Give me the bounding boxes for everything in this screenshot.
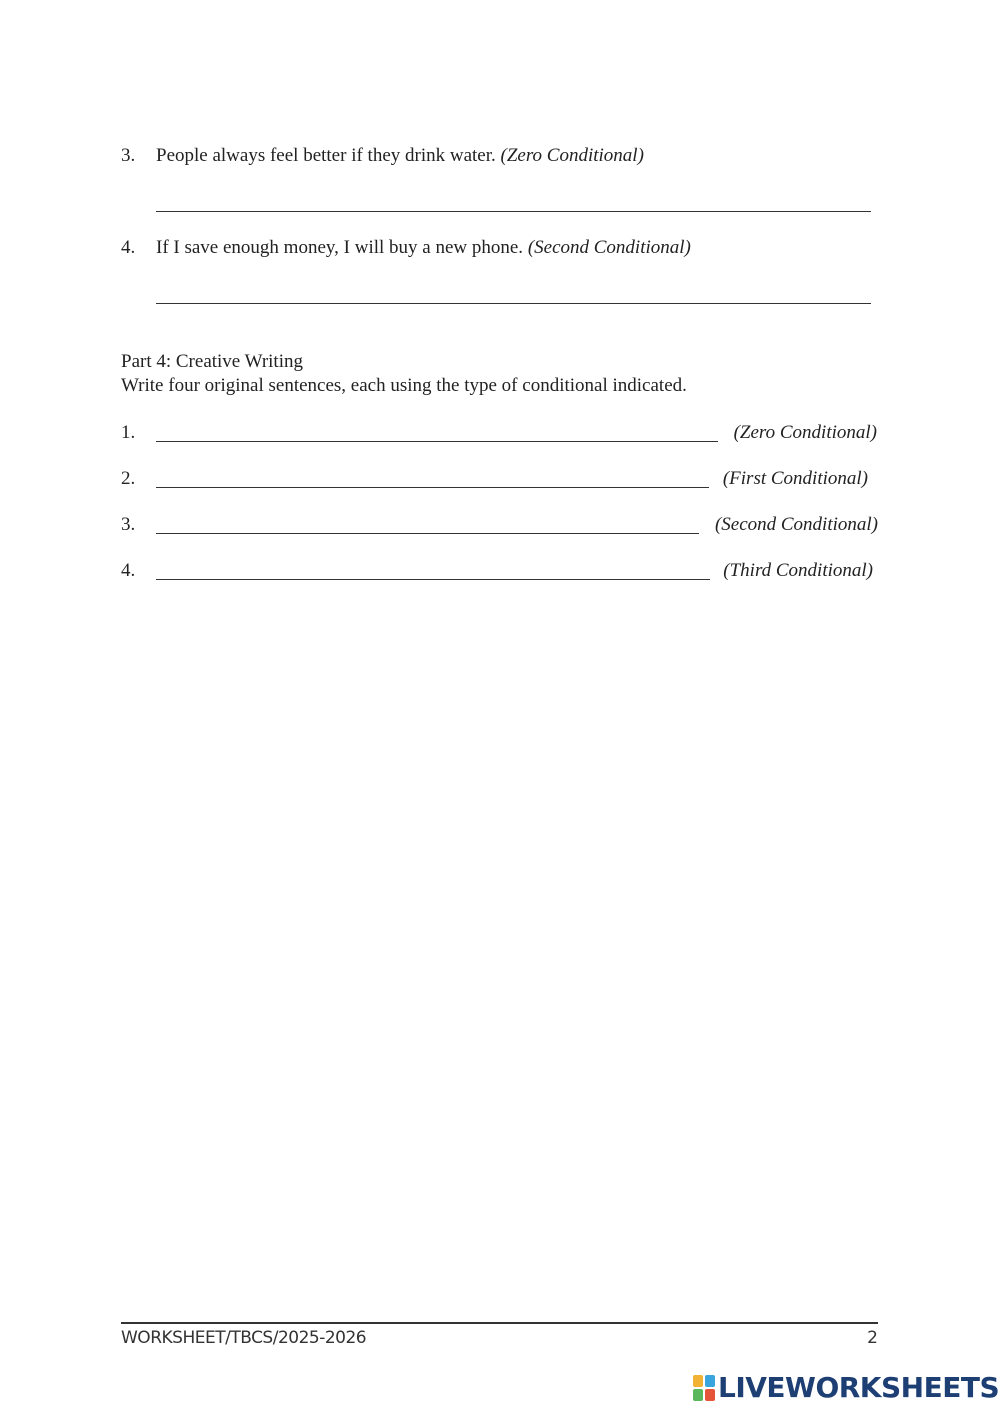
sentence-text: If I save enough money, I will buy a new phone. bbox=[156, 237, 524, 258]
conditional-type: (Zero Conditional) bbox=[733, 422, 877, 443]
conditional-type: (Third Conditional) bbox=[723, 560, 873, 581]
answer-line[interactable] bbox=[156, 211, 871, 212]
page-number: 2 bbox=[867, 1328, 878, 1348]
item-sentence bbox=[156, 237, 691, 259]
footer-code: WORKSHEET/TBCS/2025-2026 bbox=[121, 1328, 367, 1348]
part4-heading: Part 4: Creative Writing bbox=[121, 351, 303, 372]
part4-instruction: Write four original sentences, each using the type of conditional indicated. bbox=[121, 375, 687, 396]
liveworksheets-logo[interactable] bbox=[693, 1371, 999, 1405]
conditional-type: (Second Conditional) bbox=[714, 514, 878, 535]
answer-line[interactable] bbox=[156, 303, 871, 304]
answer-line[interactable] bbox=[156, 441, 718, 442]
answer-line[interactable] bbox=[156, 533, 699, 534]
answer-line[interactable] bbox=[156, 487, 709, 488]
conditional-type: (Zero Conditional) bbox=[500, 145, 644, 166]
item-sentence bbox=[156, 145, 644, 167]
item-number: 1. bbox=[121, 422, 136, 443]
item-number: 3. bbox=[121, 145, 136, 166]
item-number: 2. bbox=[121, 468, 136, 489]
answer-line[interactable] bbox=[156, 579, 710, 580]
liveworksheets-logo-icon bbox=[693, 1375, 715, 1401]
conditional-type: (Second Conditional) bbox=[527, 237, 691, 258]
brand-text: LIVEWORKSHEETS bbox=[718, 1371, 1000, 1404]
footer-divider bbox=[121, 1322, 878, 1324]
item-number: 4. bbox=[121, 560, 136, 581]
item-number: 3. bbox=[121, 514, 136, 535]
conditional-type: (First Conditional) bbox=[722, 468, 868, 489]
sentence-text: People always feel better if they drink water. bbox=[156, 145, 496, 166]
item-number: 4. bbox=[121, 237, 136, 258]
